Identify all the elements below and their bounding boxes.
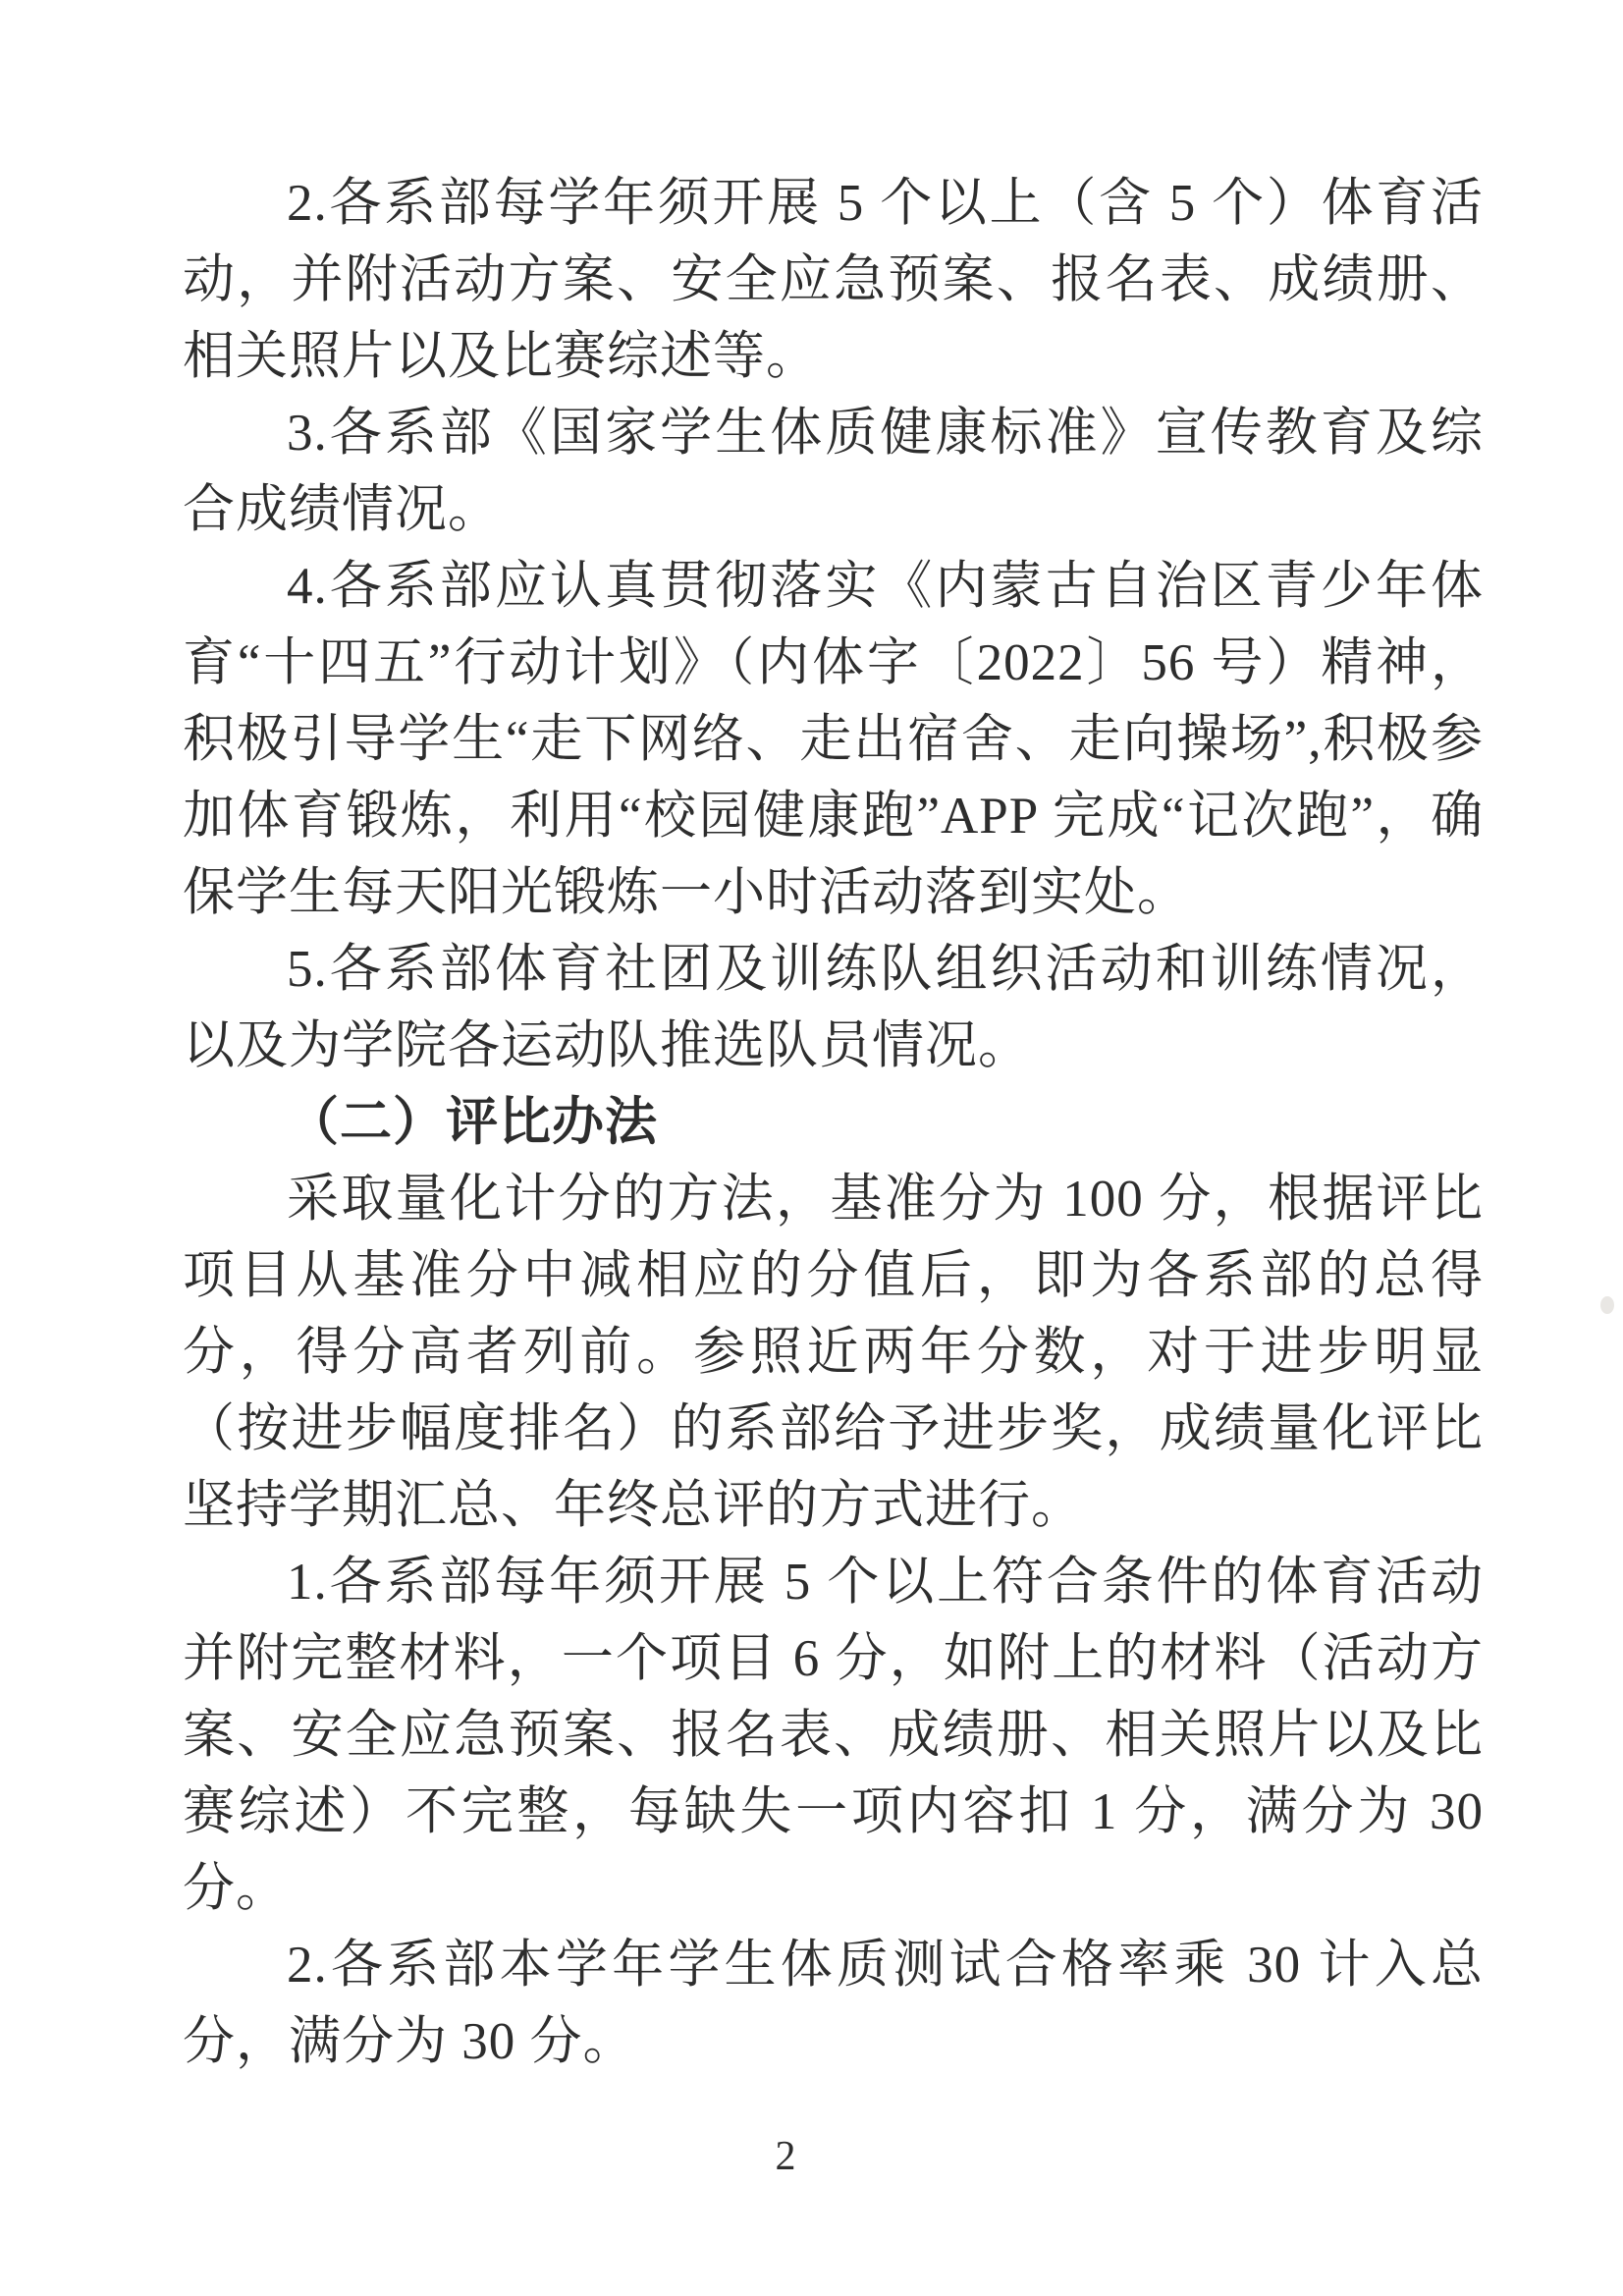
paragraph-fitness-standard: 3.各系部《国家学生体质健康标准》宣传教育及综合成绩情况。 [183,405,1484,538]
paragraph-sports-clubs: 5.各系部体育社团及训练队组织活动和训练情况，以及为学院各运动队推选队员情况。 [183,941,1484,1074]
section-heading-evaluation-method: （二）评比办法 [287,1094,658,1151]
scan-artifact [1600,1296,1614,1314]
paragraph-scoring-rule-2: 2.各系部本学年学生体质测试合格率乘 30 计入总分，满分为 30 分。 [183,1937,1484,2070]
paragraph-action-plan: 4.各系部应认真贯彻落实《内蒙古自治区青少年体育“十四五”行动计划》（内体字〔2022〕56 号）精神，积极引导学生“走下网络、走出宿舍、走向操场”,积极参加体育锻炼，利用“校园健康跑”APP 完成“记次跑”，确保学生每天阳光锻炼一小时活动落到实处。 [183,558,1484,921]
paragraph-scoring-method: 采取量化计分的方法，基准分为 100 分，根据评比项目从基准分中减相应的分值后，即为各系部的总得分，得分高者列前。参照近两年分数，对于进步明显（按进步幅度排名）的系部给予进步奖，成绩量化评比坚持学期汇总、年终总评的方式进行。 [183,1171,1484,1534]
document-body [183,165,1484,2080]
page-number: 2 [775,2134,796,2179]
paragraph-scoring-rule-1: 1.各系部每年须开展 5 个以上符合条件的体育活动并附完整材料，一个项目 6 分，如附上的材料（活动方案、安全应急预案、报名表、成绩册、相关照片以及比赛综述）不完整，每缺失一项内容扣 1 分，满分为 30 分。 [183,1554,1484,1917]
paragraph-sports-activities: 2.各系部每学年须开展 5 个以上（含 5 个）体育活动，并附活动方案、安全应急预案、报名表、成绩册、相关照片以及比赛综述等。 [183,175,1484,385]
